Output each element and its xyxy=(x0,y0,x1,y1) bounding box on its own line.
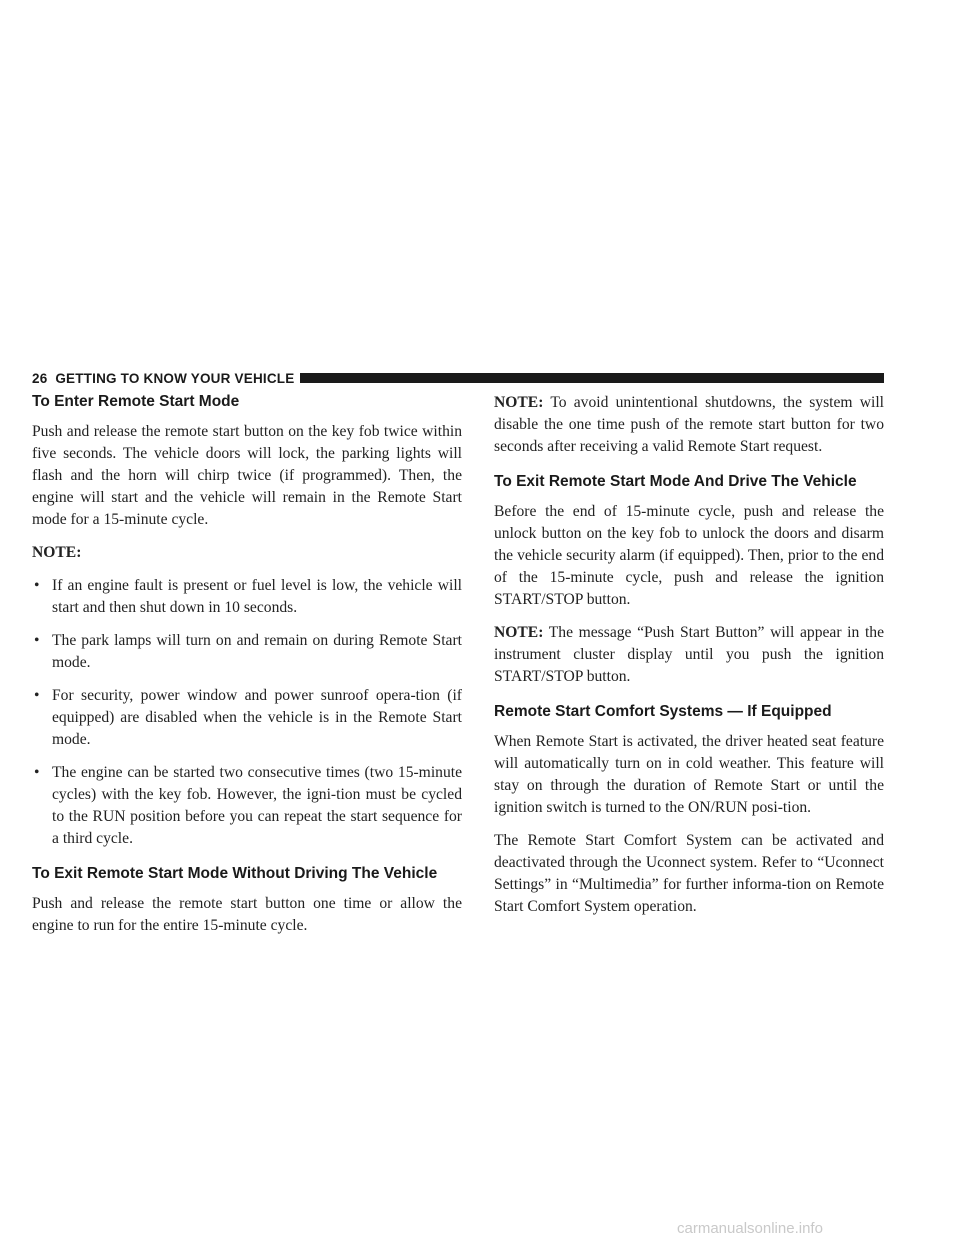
heading-enter-remote-start: To Enter Remote Start Mode xyxy=(32,393,240,410)
bullet-icon: • xyxy=(34,764,40,781)
bullet-icon: • xyxy=(34,632,40,649)
header-spacer xyxy=(47,371,55,386)
list-item xyxy=(32,575,462,619)
list-item xyxy=(32,685,462,751)
list-item xyxy=(32,762,462,850)
paragraph-exit-and-drive: Before the end of 15-minute cycle, push and release the unlock button on the key fob to unlock the doors and disarm the vehicle security alarm (if equipped). Then, prior to the end of the 15-minute cycle, push and release the ignition START/STOP button. xyxy=(494,503,884,608)
watermark-text: carmanualsonline.info xyxy=(677,1220,823,1237)
left-column xyxy=(32,392,462,948)
paragraph-comfort-systems-1: When Remote Start is activated, the driver heated seat feature will automatically turn on in cold weather. This feature will stay on through the duration of Remote Start or until the ignition switch is turned to the ON/RUN posi-tion. xyxy=(494,733,884,816)
note-bullet-list xyxy=(32,575,462,850)
note-label-left xyxy=(32,542,462,564)
list-item-text: The park lamps will turn on and remain on during Remote Start mode. xyxy=(52,632,462,671)
page-header xyxy=(32,369,884,387)
header-rule xyxy=(300,373,884,383)
note-label: NOTE: xyxy=(494,394,544,411)
paragraph-comfort-systems-2: The Remote Start Comfort System can be activated and deactivated through the Uconnect system. Refer to “Uconnect Settings” in “Multimedia” for further informa-tion on Remote Start Comfort System operation. xyxy=(494,832,884,915)
page-number: 26 xyxy=(32,370,48,386)
section-title: GETTING TO KNOW YOUR VEHICLE xyxy=(55,370,295,386)
heading-exit-without-driving: To Exit Remote Start Mode Without Driving The Vehicle xyxy=(32,865,438,882)
note-label: NOTE: xyxy=(494,624,544,641)
paragraph-enter-remote-start: Push and release the remote start button on the key fob twice within five seconds. The vehicle doors will lock, the parking lights will flash and the horn will chirp twice (if programmed). Then, the engine will start and the vehicle will remain in the Remote Start mode for a 15-minute cycle. xyxy=(32,423,462,528)
heading-exit-and-drive: To Exit Remote Start Mode And Drive The Vehicle xyxy=(494,473,857,490)
bullet-icon: • xyxy=(34,687,40,704)
list-item-text: The engine can be started two consecutive times (two 15-minute cycles) with the key fob. However, the igni-tion must be cycled to the RUN position before you can repeat the start sequence for a third cycle. xyxy=(52,764,462,847)
list-item-text: For security, power window and power sunroof opera-tion (if equipped) are disabled when the vehicle is in the Remote Start mode. xyxy=(52,687,462,748)
note-label: NOTE: xyxy=(32,544,82,561)
note-push-start xyxy=(494,622,884,688)
heading-comfort-systems: Remote Start Comfort Systems — If Equipped xyxy=(494,703,832,720)
list-item xyxy=(32,630,462,674)
note-text: To avoid unintentional shutdowns, the system will disable the one time push of the remote start button for two seconds after receiving a valid Remote Start request. xyxy=(494,394,884,455)
note-shutdowns xyxy=(494,392,884,458)
right-column xyxy=(494,392,884,929)
list-item-text: If an engine fault is present or fuel level is low, the vehicle will start and then shut down in 10 seconds. xyxy=(52,577,462,616)
paragraph-exit-without-driving: Push and release the remote start button one time or allow the engine to run for the entire 15-minute cycle. xyxy=(32,895,462,934)
bullet-icon: • xyxy=(34,577,40,594)
note-text: The message “Push Start Button” will appear in the instrument cluster display until you push the ignition START/STOP button. xyxy=(494,624,884,685)
